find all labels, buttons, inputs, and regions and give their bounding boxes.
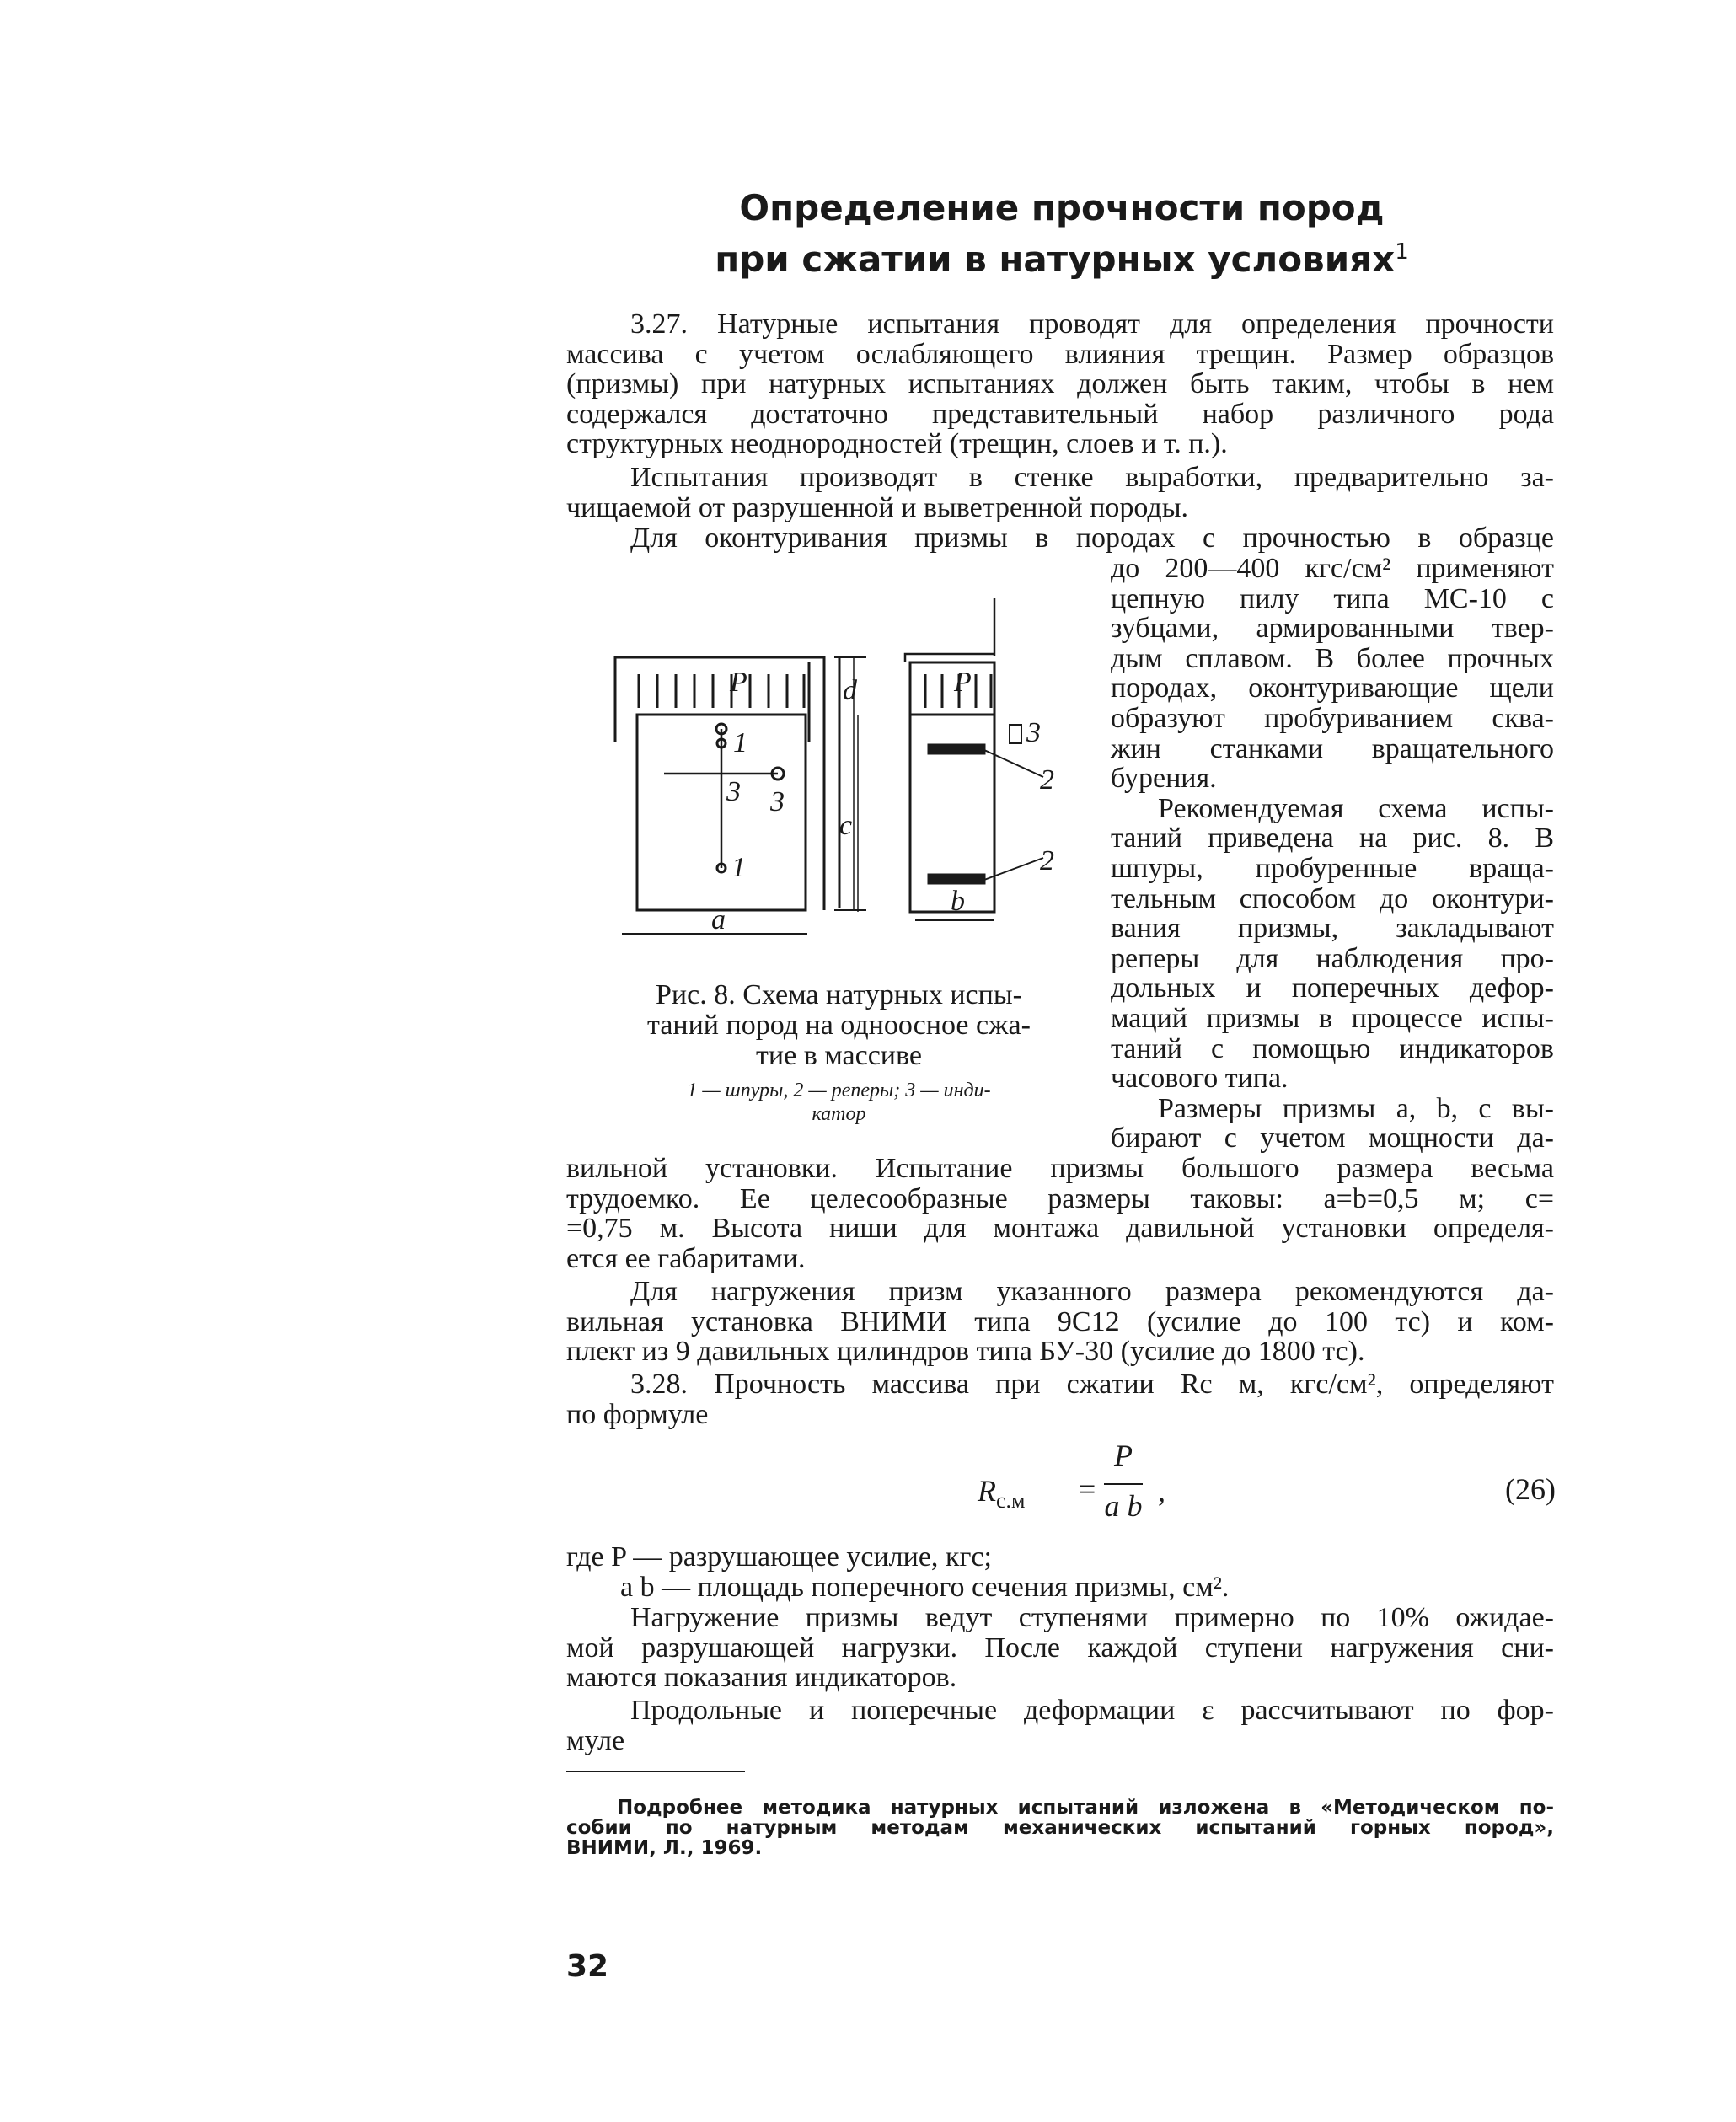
text-line: Продольные и поперечные деформации ε рассчитывают по фор- [630,1695,1554,1726]
text-line: Нагружение призмы ведут ступенями примерно по 10% ожидае- [630,1602,1554,1633]
where-line: где P — разрушающее усилие, кгс; [566,1541,992,1573]
text-line: часового типа. [1111,1063,1289,1095]
text-line: до 200—400 кгс/см² применяют [1111,553,1554,584]
text-line: массива с учетом ослабляющего влияния трещин. Размер образцов [566,338,1554,370]
formula-where [566,1542,1554,1602]
formula-denominator: a b [1104,1489,1143,1523]
paragraph-steps [566,1603,1554,1693]
label-3-right: 3 [1026,717,1041,748]
formula-26 [978,1438,1559,1530]
text-line: бирают с учетом мощности да- [1111,1123,1554,1155]
label-a: a [711,904,726,935]
load-arrows-left [639,674,804,708]
footnote-line: ВНИМИ, Л., 1969. [566,1837,763,1859]
figure-8-diagram [605,590,1077,961]
text-line: жин станками вращательного [1111,732,1554,764]
text-line: вильная установка ВНИМИ типа 9С12 (усилие до 100 тс) и ком- [566,1305,1554,1337]
footnote-line: собии по натурным методам механических испытаний горных пород», [566,1817,1554,1839]
borehole-lower [929,875,984,883]
text-line: вания призмы, закладывают [1111,913,1554,945]
text-line: Размеры призмы a, b, c вы- [1158,1092,1554,1124]
label-b: b [951,886,965,917]
title-line-2 [565,230,1559,281]
paragraph-deformations [566,1696,1554,1755]
page-number: 32 [566,1949,609,1984]
text-line: породах, оконтуривающие щели [1111,673,1554,705]
figure-caption [605,980,1073,1071]
label-P-right: P [954,667,972,698]
legend-line: катор [812,1103,866,1125]
text-line: таний с помощью индикаторов [1111,1032,1554,1064]
text-line: (призмы) при натурных испытаниях должен быть таким, чтобы в нем [566,368,1554,400]
label-3-center: 3 [726,776,741,807]
text-line: структурных неоднородностей (трещин, слоев и т. п.). [566,428,1228,460]
caption-line: Рис. 8. Схема натурных испы- [656,979,1022,1010]
text-line: Для оконтуривания призмы в породах с прочностью в образце [630,522,1554,554]
text-line: таний приведена на рис. 8. В [1111,823,1554,855]
label-c: c [839,810,853,841]
formula-subscript: с.м [996,1488,1026,1514]
label-2-lower: 2 [1040,845,1054,876]
text-line: зубцами, армированными твер- [1111,613,1554,645]
title-line-1: Определение прочности пород [739,187,1385,228]
formula-comma: , [1158,1474,1165,1508]
text-line: тельным способом до оконтури- [1111,882,1554,914]
text-line: дым сплавом. В более прочных [1111,642,1554,674]
section-title [565,186,1559,281]
formula-lhs [978,1473,1026,1514]
legend-line: 1 — шпуры, 2 — реперы; 3 — инди- [687,1080,991,1101]
text-line: дольных и поперечных дефор- [1111,973,1554,1005]
text-line: маций призмы в процессе испы- [1111,1002,1554,1034]
caption-line: тие в массиве [756,1040,922,1071]
text-line: маются показания индикаторов. [566,1662,957,1694]
figure-legend [605,1079,1073,1126]
text-line: 3.27. Натурные испытания проводят для определения прочности [630,308,1554,340]
text-line: 3.28. Прочность массива при сжатии Rс м, кгс/см², определяют [630,1369,1554,1400]
paragraph-3-27 [566,309,1554,459]
text-line: =0,75 м. Высота ниши для монтажа давильной установки определя- [566,1213,1554,1245]
text-line: Рекомендуемая схема испы- [1158,792,1554,824]
text-line: реперы для наблюдения про- [1111,942,1554,974]
paragraph-loading [566,1277,1554,1367]
text-line: муле [566,1724,625,1756]
label-1-top: 1 [733,727,747,758]
fraction-bar [1104,1483,1143,1485]
indicator [1010,725,1021,743]
paragraph-dimensions [566,1154,1554,1273]
paragraph-tests [566,463,1554,522]
equation-number: (26) [1505,1472,1556,1506]
paragraph-3-28 [566,1369,1554,1429]
text-line: Испытания производят в стенке выработки, предварительно за- [630,462,1554,493]
label-3-left: 3 [770,786,785,817]
right-column-text [1111,554,1554,1154]
text-line: вильной установки. Испытание призмы большого размера весьма [566,1153,1554,1184]
text-line: бурения. [1111,763,1217,795]
text-line: шпуры, пробуренные враща- [1111,852,1554,884]
formula-equals: = [1079,1472,1096,1506]
formula-numerator: P [1114,1439,1133,1472]
footnote [566,1798,1554,1858]
footnote-mark: 1 [1395,239,1409,265]
text-line: Для нагружения призм указанного размера рекомендуются да- [630,1276,1554,1307]
text-line: мой разрушающей нагрузки. После каждой ступени нагружения сни- [566,1632,1554,1664]
text-line: по формуле [566,1398,709,1430]
footnote-line: Подробнее методика натурных испытаний изложена в «Методическом по- [617,1797,1554,1819]
label-d: d [843,675,857,706]
label-1-bottom: 1 [731,852,746,883]
paragraph-contouring [566,523,1554,554]
label-2-upper: 2 [1040,764,1054,796]
borehole-upper [929,745,984,753]
footnote-rule [566,1771,745,1772]
text-line: образуют пробуриванием сква- [1111,702,1554,734]
caption-line: таний пород на одноосное сжа- [647,1010,1031,1041]
text-line: содержался достаточно представительный набор различного рода [566,398,1554,430]
text-line: ется ее габаритами. [566,1242,806,1274]
label-P-left: P [730,667,747,698]
text-line: трудоемко. Ее целесообразные размеры таковы: a=b=0,5 м; c= [566,1182,1554,1214]
formula-R: R [978,1474,996,1508]
title-line-2-text: при сжатии в натурных условиях [715,238,1396,280]
text-line: плект из 9 давильных цилиндров типа БУ-30 (усилие до 1800 тс). [566,1336,1365,1368]
text-line: цепную пилу типа МС-10 с [1111,582,1554,614]
text-line: чищаемой от разрушенной и выветренной породы. [566,491,1189,523]
where-line: a b — площадь поперечного сечения призмы, см². [620,1571,1230,1603]
